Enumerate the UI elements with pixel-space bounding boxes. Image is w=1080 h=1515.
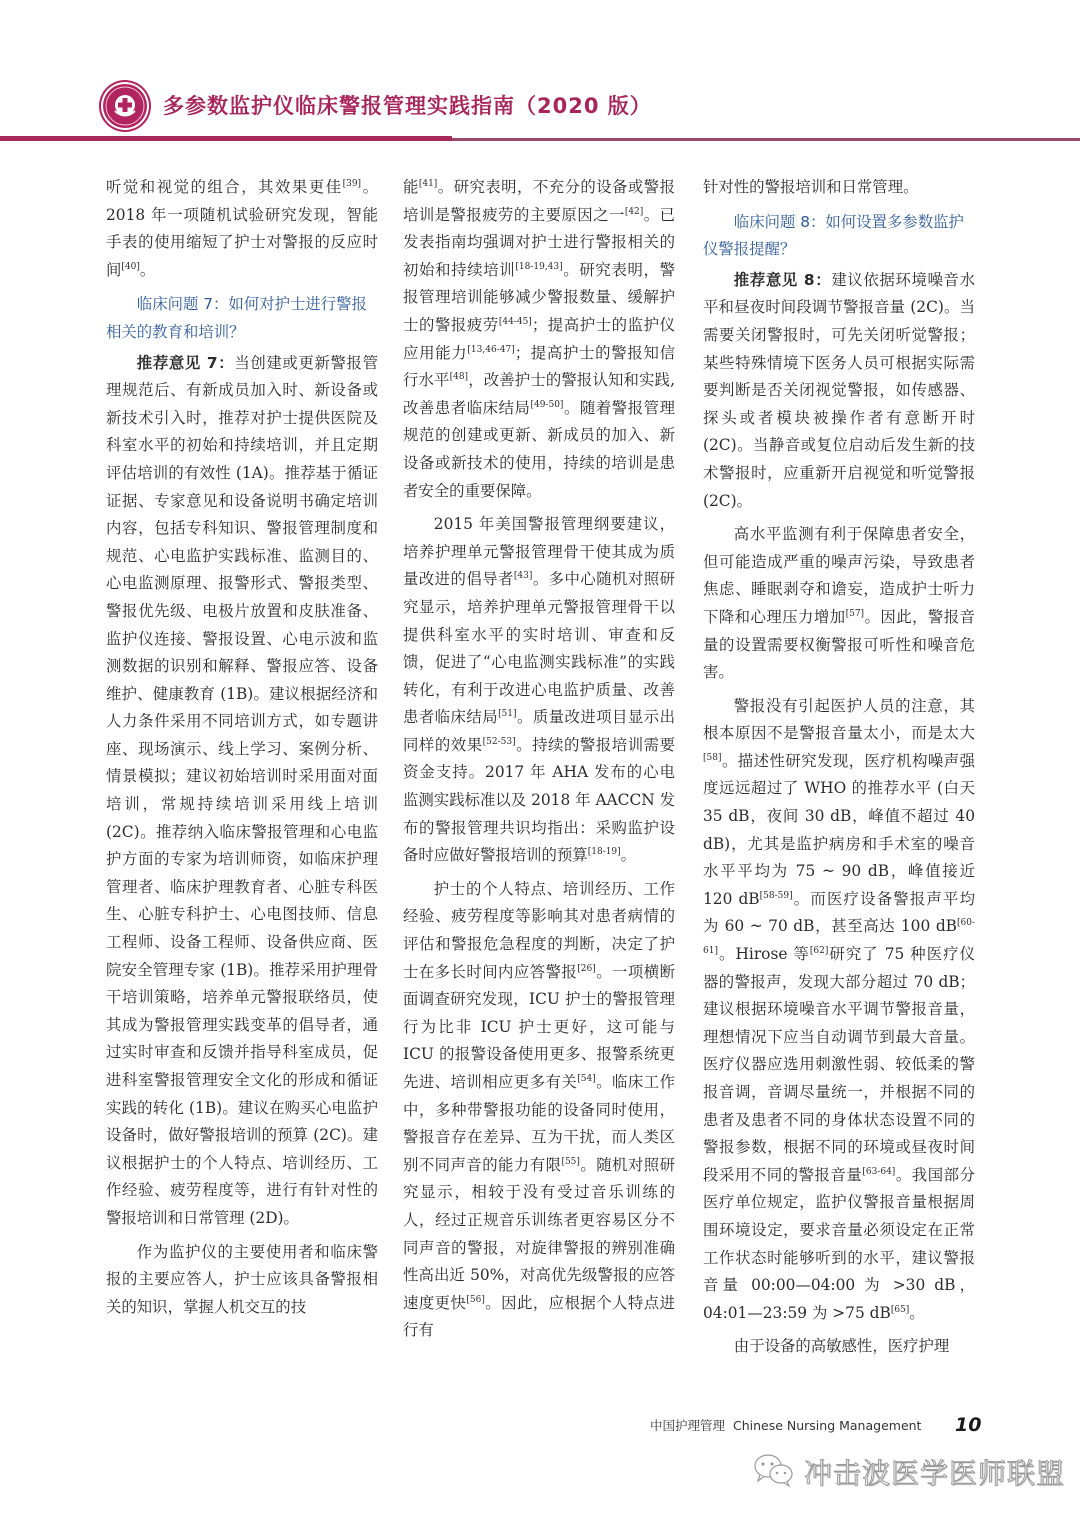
recommendation-label: 推荐意见 7： [136,353,235,372]
section-heading-q8: 临床问题 8：如何设置多参数监护仪警报提醒？ [703,212,964,259]
citation: [43] [513,571,533,582]
citation: [55] [561,1156,580,1167]
citation: [39] [342,179,362,189]
citation: [51] [498,709,517,720]
citation: [18-19,43] [515,261,563,272]
page-title: 多参数监护仪临床警报管理实践指南（2020 版） [163,94,652,118]
header-divider-thin [452,138,1080,141]
citation: [40] [121,261,140,272]
citation: [42] [624,206,644,217]
citation: [60-61] [703,918,975,957]
section-heading-q7: 临床问题 7：如何对护士进行警报相关的教育和培训？ [106,295,367,341]
nursing-association-emblem-icon [103,84,147,128]
text-column-3 [703,174,975,1361]
recommendation-label: 推荐意见 8： [733,270,832,289]
page-footer [0,1410,1080,1515]
paragraph: 2015 年美国警报管理纲要建议，培养护理单元警报管理骨干使其成为质量改进的倡导者[43]。多中心随机对照研究显示，培养护理单元警报管理骨干以提供科室水平的实时培训、审查和反馈，促进了“心电监测实践标准”的实践转化，有利于改进心电监护质量、改善患者临床结局[51]。质量改进项目显示出同样的效果[52-53]。持续的警报培训需要资金支持。2017 年 AHA 发布的心电监测实践标准以及 2018 年 AACCN 发布的警报管理共识均指出：采购监护设备时应做好警报培训的预算[18-19]。 [403,515,675,865]
paragraph: 由于设备的高敏感性，医疗护理 [733,1337,950,1356]
citation: [63-64] [862,1166,896,1177]
paragraph: 警报没有引起医护人员的注意，其根本原因不是警报音量太小，而是太大[58]。描述性研究发现，医疗机构噪声强度远远超过了 WHO 的推荐水平 (白天 35 dB，夜间 30 dB，峰值不超过 40 dB)，尤其是监护病房和手术室的噪音水平平均为 75 ~ 90 dB，峰值接近 120 dB[58-59]。而医疗设备警报声平均为 60 ~ 70 dB，甚至高达 100 dB[60-61]。Hirose 等[62]研究了 75 种医疗仪器的警报声，发现大部分超过 70 dB；建议根据环境噪音水平调节警报音量，理想情况下应当自动调节到最大音量。医疗仪器应选用刺激性弱、较低柔的警报音调，音调尽量统一，并根据不同的患者及患者不同的身体状态设置不同的警报参数，根据不同的环境或昼夜时间段采用不同的警报音量[63-64]。我国部分医疗单位规定，监护仪警报音量根据周围环境设定，要求音量必须设定在正常工作状态时能够听到的水平，建议警报音量 00:00—04:00 为 >30 dB，04:01—23:59 为 >75 dB[65]。 [703,696,975,1322]
citation: [49-50] [530,399,564,410]
citation: [13,46-47] [467,344,515,355]
paragraph: 高水平监测有利于保障患者安全，但可能造成严重的噪声污染，导致患者焦虑、睡眠剥夺和谵妄，造成护士听力下降和心理压力增加[57]。因此，警报音量的设置需要权衡警报可听性和噪音危害。 [703,525,975,682]
citation: [58-59] [759,890,793,901]
wechat-icon [752,1452,796,1492]
page-header [0,0,1080,160]
watermark-text: 冲击波医学医师联盟 [804,1457,1066,1490]
journal-name [650,1416,921,1434]
citation: [62] [809,946,829,957]
text-column-2 [403,174,675,1345]
citation: [18-19] [587,847,621,858]
citation: [52-53] [482,736,516,747]
citation: [26] [577,963,596,974]
watermark [752,1452,1065,1492]
paragraph: 针对性的警报培训和日常管理。 [703,178,919,196]
journal-name-en: Chinese Nursing Management [732,1418,922,1433]
citation: [48] [449,372,469,383]
journal-name-cn: 中国护理管理 [650,1418,726,1433]
citation: [54] [577,1074,596,1084]
paragraph: 能[41]。研究表明，不充分的设备或警报培训是警报疲劳的主要原因之一[42]。已发表指南均强调对护士进行警报相关的初始和持续培训[18-19,43]。研究表明，警报管理培训能够减少警报数量、缓解护士的警报疲劳[44-45]；提高护士的监护仪应用能力[13,46-47]；提高护士的警报知信行水平[48]，改善护士的警报认知和实践,改善患者临床结局[49-50]。随着警报管理规范的创建或更新、新成员的加入、新设备或新技术的使用，持续的培训是患者安全的重要保障。 [403,178,675,500]
page-number: 10 [955,1414,982,1436]
paragraph: 听觉和视觉的组合，其效果更佳[39]。2018 年一项随机试验研究发现，智能手表的使用缩短了护士对警报的反应时间[40]。 [106,178,378,279]
recommendation-8: 推荐意见 8：建议依据环境噪音水平和昼夜时间段调节警报音量 (2C)。当需要关闭警报时，可先关闭听觉警报；某些特殊情境下医务人员可根据实际需要判断是否关闭视觉警报，如传感器、探头或者模块被操作者有意断开时 (2C)。当静音或复位启动后发生新的技术警报时，应重新开启视觉和听觉警报 (2C)。 [703,270,975,510]
citation: [56] [466,1294,485,1305]
citation: [41] [418,179,438,189]
recommendation-7: 推荐意见 7：当创建或更新警报管理规范后、有新成员加入时、新设备或新技术引入时，推荐对护士提供医院及科室水平的初始和持续培训，并且定期评估培训的有效性 (1A)。推荐基于循证证据、专家意见和设备说明书确定培训内容，包括专科知识、警报管理制度和规范、心电监护实践标准、监测目的、心电监测原理、报警形式、警报类型、警报优先级、电极片放置和皮肤准备、监护仪连接、警报设置、心电示波和监测数据的识别和解释、警报应答、设备维护、健康教育 (1B)。建议根据经济和人力条件采用不同培训方式，如专题讲座、现场演示、线上学习、案例分析、情景模拟；建议初始培训时采用面对面培训，常规持续培训采用线上培训 (2C)。推荐纳入临床警报管理和心电监护方面的专家为培训师资，如临床护理管理者、临床护理教育者、心脏专科医生、心脏专科护士、心电图技师、信息工程师、设备工程师、设备供应商、医院安全管理专家 (1B)。推荐采用护理骨干培训策略，培养单元警报联络员，使其成为警报管理实践变革的倡导者，通过实时审查和反馈并指导科室成员，促进科室警报管理安全文化的形成和循证实践的转化 (1B)。建议在购买心电监护设备时，做好警报培训的预算 (2C)。建议根据护士的个人特点、培训经历、工作经验、疲劳程度等，进行有针对性的警报培训和日常管理 (2D)。 [106,353,378,1227]
header-divider-thick [0,136,452,141]
citation: [58] [703,752,722,763]
paragraph: 护士的个人特点、培训经历、工作经验、疲劳程度等影响其对患者病情的评估和警报危急程度的判断，决定了护士在多长时间内应答警报[26]。一项横断面调查研究发现，ICU 护士的警报管理行为比非 ICU 护士更好，这可能与 ICU 的报警设备使用更多、报警系统更先进、培训相应更多有关[54]。临床工作中，多种带警报功能的设备同时使用，警报音存在差异、互为干扰，而人类区别不同声音的能力有限[55]。随机对照研究显示，相较于没有受过音乐训练的人，经过正规音乐训练者更容易区分不同声音的警报，对旋律警报的辨别准确性高出近 50%，对高优先级警报的应答速度更快[56]。因此，应根据个人特点进行有 [403,879,675,1340]
citation: [65] [890,1304,910,1315]
citation: [44-45] [498,316,532,327]
paragraph: 作为监护仪的主要使用者和临床警报的主要应答人，护士应该具备警报相关的知识，掌握人机交互的技 [106,1242,378,1316]
text-column-1 [106,174,378,1321]
citation: [57] [845,608,865,619]
